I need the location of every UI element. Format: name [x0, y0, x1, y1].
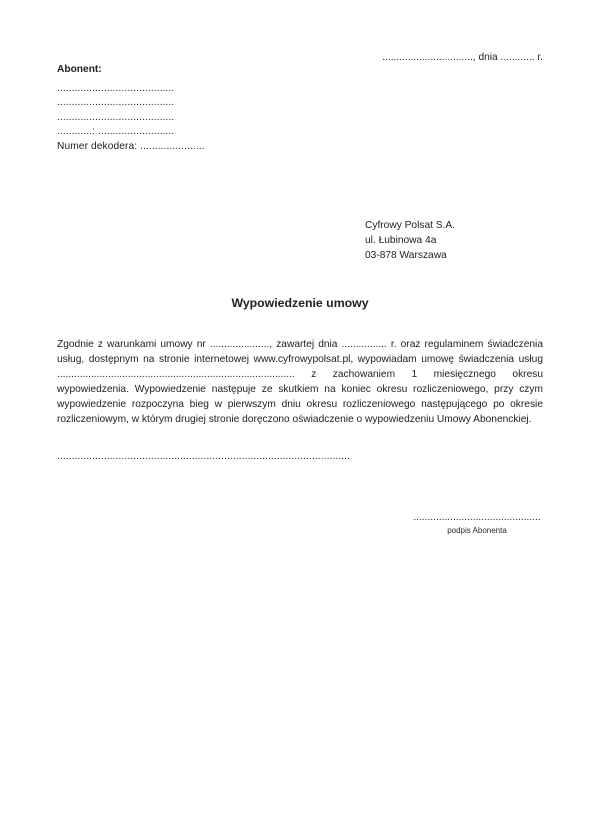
- recipient-company: Cyfrowy Polsat S.A.: [365, 220, 456, 231]
- termination-paragraph: Zgodnie z warunkami umowy nr ....................., zawartej dnia ................ r. oraz regulaminem świadczenia usług, dostępnym na stronie internetowej www.cyfrowypolsat.pl, wypowiadam umowę świadczenia usług .................................................................................... z zachowaniem 1 miesięcznego okresu wypowiedzenia. Wypowiedzenie następuje ze skutkiem na koniec okresu rozliczeniowego, przy czym wypowiedzenie rozpoczyna bieg w pierwszym dniu okresu rozliczeniowego następującego po okresie rozliczeniowym, w którym drugiej stronie doręczono oświadczenie o wypowiedzeniu Umowy Abonenckiej.: [57, 339, 543, 425]
- decoder-number-line: Numer dekodera: ......................: [57, 140, 205, 152]
- abonent-fill-line-4: ............: ..........................: [57, 126, 175, 138]
- signature-fill-line: .............................................: [413, 512, 541, 523]
- body-fill-line: ....................................................................................................: [57, 451, 351, 462]
- abonent-block: [57, 63, 205, 155]
- abonent-label: Abonent:: [57, 64, 102, 75]
- document-title: Wypowiedzenie umowy: [231, 296, 369, 310]
- signature-caption: podpis Abonenta: [447, 526, 507, 535]
- recipient-postal-city: 03-878 Warszawa: [365, 250, 447, 261]
- signature-block: [411, 512, 543, 535]
- abonent-fill-line-2: ........................................: [57, 97, 175, 109]
- abonent-fill-line-3: ........................................: [57, 111, 175, 123]
- recipient-address-block: [365, 218, 455, 263]
- date-line: ................................, dnia ............ r.: [382, 52, 543, 63]
- abonent-fill-line-1: ........................................: [57, 82, 175, 94]
- recipient-street: ul. Łubinowa 4a: [365, 235, 437, 246]
